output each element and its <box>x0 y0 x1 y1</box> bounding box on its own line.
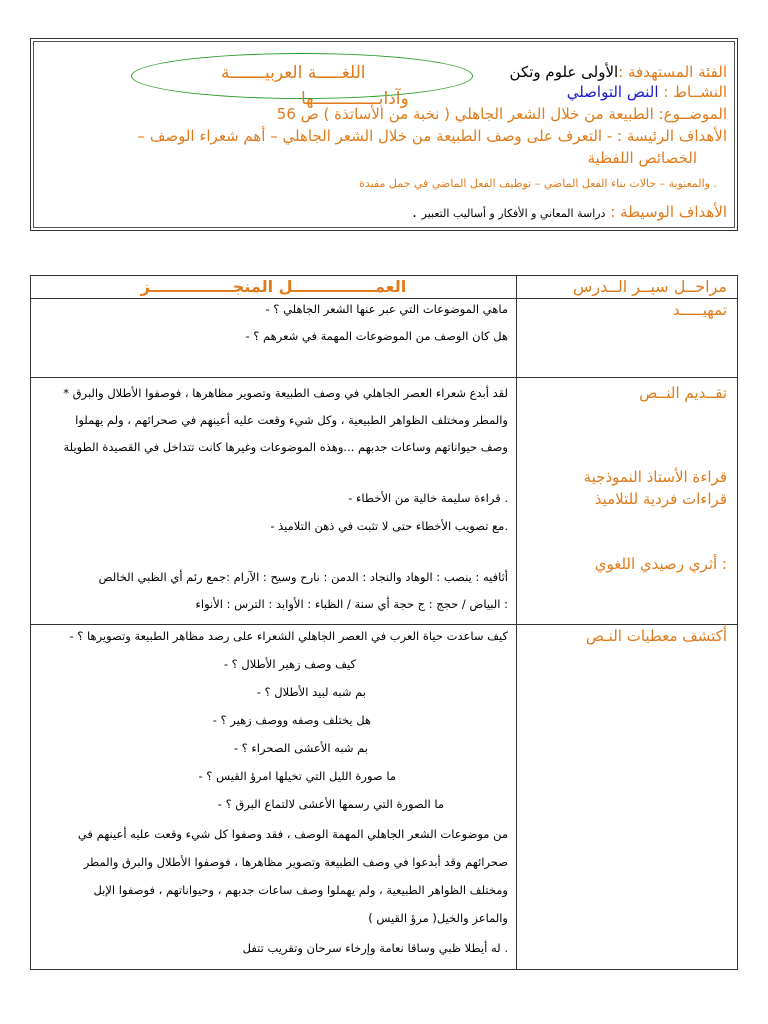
stage-vocabulary: : أثري رصيدي اللغوي <box>594 555 727 573</box>
mid-goals-line <box>412 203 727 221</box>
work-line: صحرائهم وقد أبدعوا في وصف الطبيعة وتصوير مظاهرها ، فوصفوا الأطلال والبرق والمطر <box>83 855 508 869</box>
activity-label: النشــاط : <box>663 83 727 101</box>
work-line: كيف ساعدت حياة العرب في العصر الجاهلي الشعراء على رصد مظاهر الطبيعة وتصويرها ؟ - <box>69 629 508 643</box>
subject-title-line2: وآدابـــــــــــــها <box>301 89 409 109</box>
work-line: ومختلف الظواهر الطبيعية ، ولم يهملوا وصف ساعات جدبهم ، وحيواناتهم ، فوصفوا الإبل <box>93 883 508 897</box>
work-line: من موضوعات الشعر الجاهلي المهمة الوصف ، فقد وصفوا كل شيء وقعت عليه أعينهم في <box>77 827 508 841</box>
lesson-header-box <box>30 38 738 231</box>
work-line: والماعز والخيل( مرؤ القيس ) <box>368 911 508 925</box>
main-goals-value: - التعرف على وصف الطبيعة من خلال الشعر الجاهلي – أهم شعراء الوصف – <box>137 127 613 145</box>
work-line: بم شبه الأعشى الصحراء ؟ - <box>233 741 368 755</box>
target-group-line <box>510 63 727 81</box>
table-row <box>31 378 738 625</box>
activity-line <box>567 83 727 101</box>
work-line: هل يختلف وصفه ووصف زهير ؟ - <box>212 713 371 727</box>
work-line: والمطر ومختلف الظواهر الطبيعية ، وكل شيء وقعت عليه أعينهم في صحرائهم ، ولم يهملوا <box>75 413 508 427</box>
work-line: لقد أبدع شعراء العصر الجاهلي في وصف الطبيعة وتصوير مظاهرها ، فوصفوا الأطلال والبرق * <box>63 386 508 400</box>
activity-value: النص التواصلي <box>566 83 659 101</box>
target-group-value: الأولى علوم وتكن <box>509 63 619 81</box>
column-header-work: العمـــــــــــــــل المنجـــــــــــــــز <box>31 276 517 299</box>
mid-goals-dot: . <box>412 203 417 221</box>
target-group-label: الفئة المستهدفة : <box>618 63 727 81</box>
work-cell <box>31 299 517 378</box>
work-line: .مع تصويب الأخطاء حتى لا تثبت في ذهن التلاميذ - <box>270 519 508 533</box>
stage-individual-readings: قراءات فردية للتلاميذ <box>594 490 727 508</box>
work-line: بم شبه لبيد الأطلال ؟ - <box>256 685 366 699</box>
table-row <box>31 299 738 378</box>
work-line: . قراءة سليمة خالية من الأخطاء - <box>348 491 508 505</box>
work-cell <box>31 378 517 625</box>
mid-goals-value: دراسة المعاني و الأفكار و أساليب التعبير <box>421 207 606 220</box>
work-line: . له أيطلا ظبي وساقا نعامة وإرخاء سرحان وتقريب تتفل <box>242 941 508 955</box>
main-goals-line <box>138 127 727 145</box>
lesson-steps-table <box>30 275 738 970</box>
stage-cell <box>517 625 738 970</box>
work-line: ماهي الموضوعات التي عبر عنها الشعر الجاهلي ؟ - <box>265 302 508 316</box>
work-line: أثافيه : ينصب : الوهاد والنجاد : الدمن : نارح وسيح : الآرام :جمع رئم أي الظبي الخالص <box>98 570 508 584</box>
topic-value: الطبيعة من خلال الشعر الجاهلي ( نخبة من الأساتذة ) ص 56 <box>276 105 654 123</box>
work-line: كيف وصف زهير الأطلال ؟ - <box>223 657 356 671</box>
stage-text-presentation: تقــديم النــص <box>639 384 727 402</box>
topic-line <box>277 105 727 123</box>
column-header-stages: مراحــل سيــر الــدرس <box>517 276 738 299</box>
table-header-row <box>31 276 738 299</box>
work-line: ما صورة الليل التي تخيلها امرؤ القيس ؟ - <box>198 769 396 783</box>
stage-cell <box>517 299 738 378</box>
stage-cell <box>517 378 738 625</box>
table-row <box>31 625 738 970</box>
main-goals-continuation-2: . والمعنوية – حالات بناء الفعل الماضي – توظيف الفعل الماضي في جمل مفيدة <box>359 177 717 190</box>
subject-title-line1: اللغـــــة العربيـــــــة <box>221 63 366 83</box>
main-goals-continuation: الخصائص اللفظية <box>587 149 697 167</box>
mid-goals-label: الأهداف الوسيطة : <box>610 203 727 221</box>
work-line: هل كان الوصف من الموضوعات المهمة في شعرهم ؟ - <box>245 329 508 343</box>
stage-discover-text: أكتشف معطيات النـص <box>585 627 727 645</box>
work-line: : البياض / حجج : ج حجة أي سنة / الظباء : الأوابد : الترس : الأنواء <box>195 597 508 611</box>
topic-label: الموضــوع: <box>658 105 727 123</box>
stage-warmup: تمهيـــــد <box>672 301 727 319</box>
work-cell <box>31 625 517 970</box>
work-line: وصف حيواناتهم وساعات جدبهم ...وهذه الموضوعات وغيرها كانت تتداخل في القصيدة الطويلة <box>63 440 508 454</box>
stage-model-reading: قراءة الأستاذ النموذجية <box>583 468 727 486</box>
main-goals-label: الأهداف الرئيسة : <box>617 127 727 145</box>
work-line: ما الصورة التي رسمها الأعشى لالتماع البرق ؟ - <box>217 797 444 811</box>
